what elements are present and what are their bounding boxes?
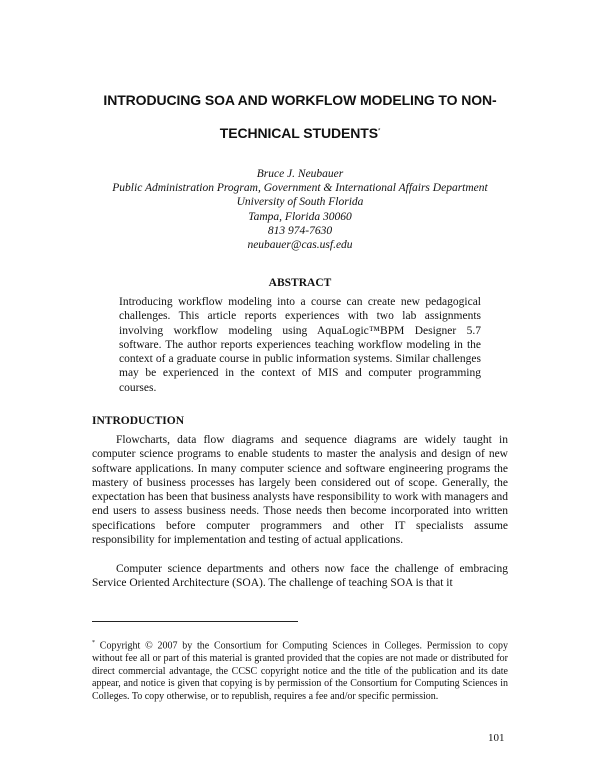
- author-city: Tampa, Florida 30060: [248, 210, 352, 223]
- paper-title-line-2-text: TECHNICAL STUDENTS: [219, 125, 378, 141]
- author-name: Bruce J. Neubauer: [256, 168, 344, 180]
- paper-title-line-1: INTRODUCING SOA AND WORKFLOW MODELING TO NON-: [103, 92, 497, 108]
- introduction-paragraph-1: Flowcharts, data flow diagrams and sequence diagrams are widely taught in computer science programs to enable students to master the analysis and design of new software applications. In many computer science and software engineering programs the mastery of business processes has largely been considered out of scope. Generally, the expectation has been that business analysts have responsibility to work with managers and end users to assess business needs. Those needs then become incorporated into written specifications before computer programmers and other IT specialists assume responsibility for implementation and testing of actual applications.: [92, 434, 508, 547]
- introduction-paragraph-2: Computer science departments and others now face the challenge of embracing Service Oriented Architecture (SOA). The challenge of teaching SOA is that it: [92, 563, 508, 590]
- footnote-text: Copyright © 2007 by the Consortium for Computing Sciences in Colleges. Permission to copy without fee all or part of this material is granted provided that the copies are not made or distributed for direct commercial advantage, the CCSC copyright notice and the title of the publication and its date appear, and notice is given that copying is by permission of the Consortium for Computing Sciences in Colleges. To copy otherwise, or to republish, requires a fee and/or specific permission.: [92, 640, 508, 702]
- author-block: [60, 167, 540, 252]
- author-department: Public Administration Program, Government & International Affairs Department: [112, 182, 488, 195]
- abstract-body: Introducing workflow modeling into a course can create new pedagogical challenges. This article reports experiences with two lab assignments involving workflow modeling using AquaLogic™BPM Designer 5.7 software. The author reports experiences teaching workflow modeling in the context of a graduate course in public information systems. Similar challenges may be experienced in the context of MIS and computer programming courses.: [119, 296, 481, 394]
- author-phone: 813 974-7630: [267, 224, 333, 237]
- page-number: 101: [488, 732, 505, 744]
- author-email: neubauer@cas.usf.edu: [247, 239, 353, 252]
- paper-title-line-2: [60, 125, 540, 141]
- introduction-heading: INTRODUCTION: [92, 415, 185, 427]
- abstract-heading: ABSTRACT: [268, 277, 332, 289]
- author-university: University of South Florida: [236, 196, 364, 209]
- title-footnote-marker: *: [377, 128, 381, 135]
- footnote: [92, 637, 508, 703]
- footnote-marker: *: [92, 640, 95, 646]
- footnote-divider: [92, 621, 298, 622]
